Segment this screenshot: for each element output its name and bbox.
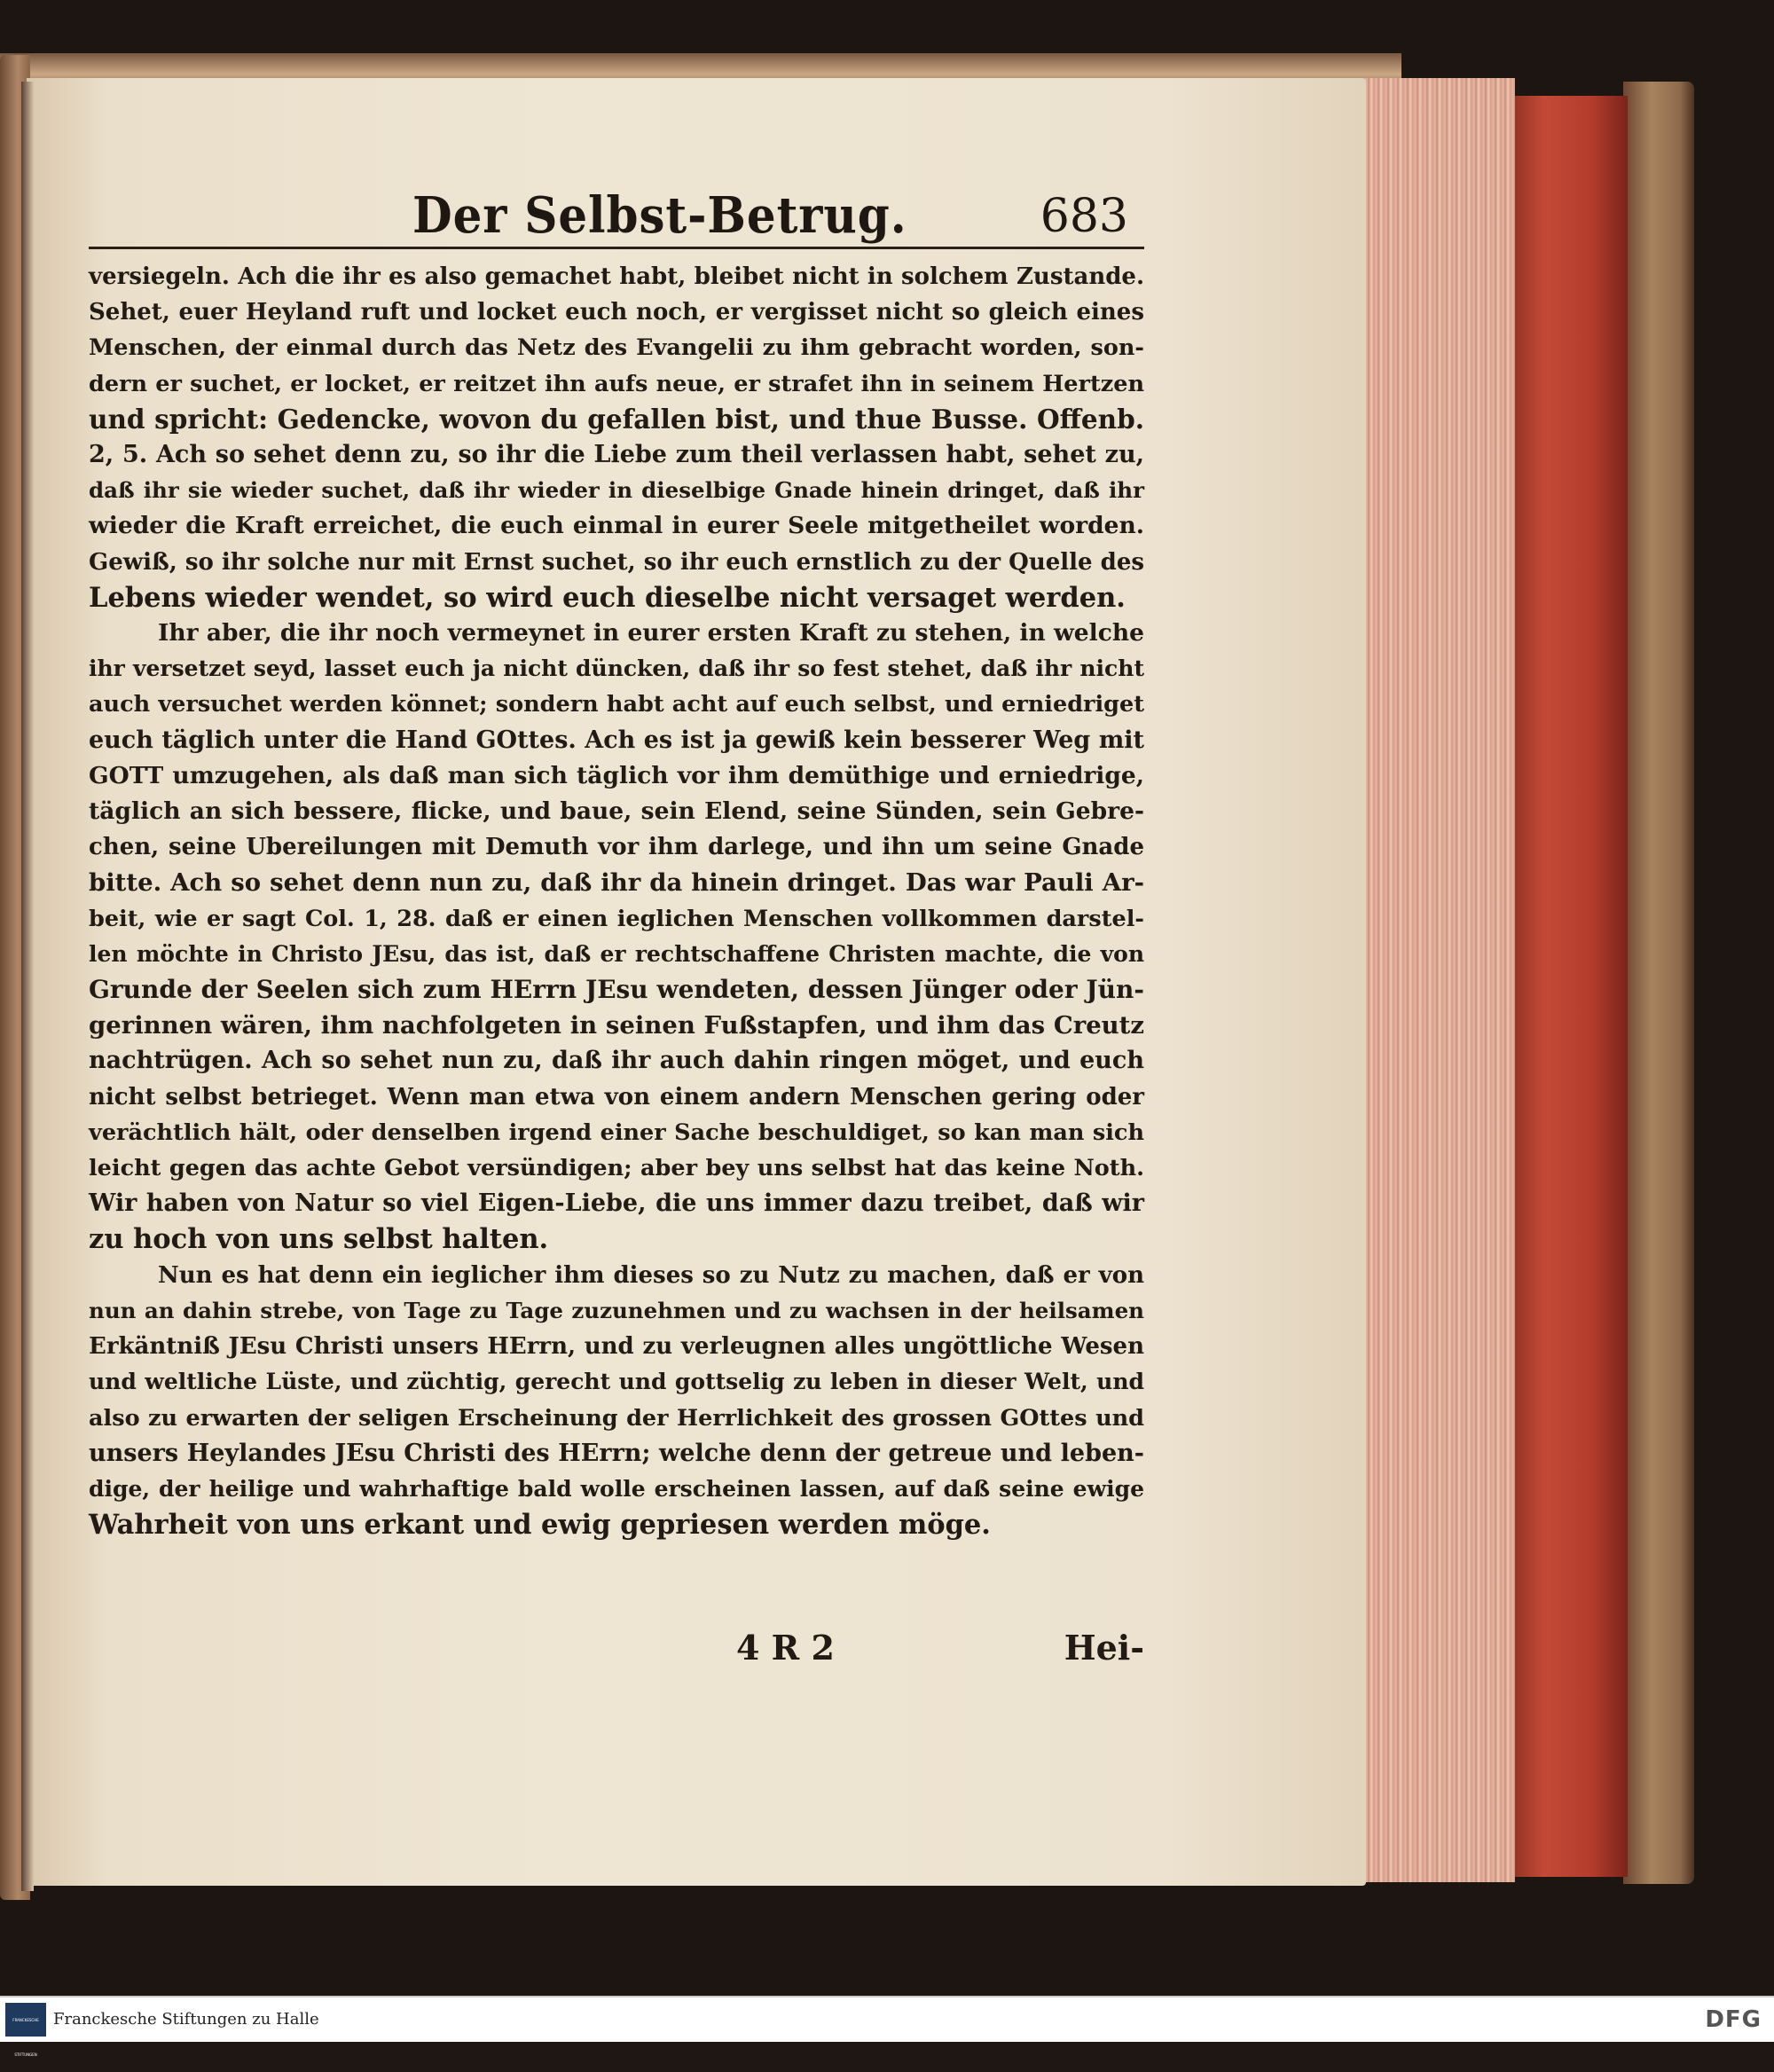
text-line: euch täglich unter die Hand GOttes. Ach es ist ja gewiß kein besserer Weg mit xyxy=(89,726,1144,754)
text-line: und weltliche Lüste, und züchtig, gerecht und gottselig zu leben in dieser Welt, und xyxy=(89,1369,1144,1395)
text-line: nun an dahin strebe, von Tage zu Tage zuzunehmen und zu wachsen in der heilsamen xyxy=(89,1297,1144,1323)
viewer-footer xyxy=(0,1996,1774,2057)
text-line: Ihr aber, die ihr noch vermeynet in eurer ersten Kraft zu stehen, in welche xyxy=(158,619,1144,648)
text-line: unsers Heylandes JEsu Christi des HErrn; welche denn der getreue und leben- xyxy=(89,1439,1144,1467)
text-line: und spricht: Gedencke, wovon du gefallen bist, und thue Busse. Offenb. xyxy=(89,403,1144,435)
text-line: wieder die Kraft erreichet, die euch einmal in eurer Seele mitgetheilet worden. xyxy=(89,512,1144,540)
text-line: len möchte in Christo JEsu, das ist, daß er rechtschaffene Christen machte, die von xyxy=(89,940,1144,967)
text-line: ihr versetzet seyd, lasset euch ja nicht düncken, daß ihr so fest stehet, daß ihr nicht xyxy=(89,655,1144,682)
text-line: 2, 5. Ach so sehet denn zu, so ihr die Liebe zum theil verlassen habt, sehet zu, xyxy=(89,441,1144,469)
text-line: GOTT umzugehen, als daß man sich täglich vor ihm demüthige und erniedrige, xyxy=(89,761,1144,789)
body-text xyxy=(89,259,1144,1542)
text-block xyxy=(89,186,1144,1542)
text-line: zu hoch von uns selbst halten. xyxy=(89,1223,549,1256)
text-line: dige, der heilige und wahrhaftige bald wolle erscheinen lassen, auf daß seine ewige xyxy=(89,1475,1144,1502)
text-line: Gewiß, so ihr solche nur mit Ernst suchet, so ihr euch ernstlich zu der Quelle des xyxy=(89,548,1144,576)
text-line: also zu erwarten der seligen Erscheinung der Herrlichkeit des grossen GOttes und xyxy=(89,1404,1144,1432)
institution-label[interactable]: Franckesche Stiftungen zu Halle xyxy=(53,2010,319,2029)
text-line: auch versuchet werden könnet; sondern habt acht auf euch selbst, und erniedriget xyxy=(89,691,1144,718)
text-line: nachtrügen. Ach so sehet nun zu, daß ihr auch dahin ringen möget, und euch xyxy=(89,1047,1144,1075)
head-rule xyxy=(89,247,1144,249)
spine-shadow xyxy=(21,82,34,1891)
text-line: dern er suchet, er locket, er reitzet ihn aufs neue, er strafet ihn in seinem Hertzen xyxy=(89,370,1144,397)
text-line: Wir haben von Natur so viel Eigen-Liebe, die uns immer dazu treibet, daß wir xyxy=(89,1189,1144,1218)
catchword: Hei- xyxy=(1064,1628,1144,1668)
signature-mark: 4 R 2 xyxy=(736,1628,835,1668)
text-line: Sehet, euer Heyland ruft und locket euch noch, er vergisset nicht so gleich eines xyxy=(89,299,1144,326)
text-line: täglich an sich bessere, flicke, und baue, sein Elend, seine Sünden, sein Gebre- xyxy=(89,797,1144,826)
text-line: Grunde der Seelen sich zum HErrn JEsu wendeten, dessen Jünger oder Jün- xyxy=(89,975,1144,1005)
book-back-cover xyxy=(1623,82,1694,1884)
text-line: bitte. Ach so sehet denn nun zu, daß ihr da hinein dringet. Das war Pauli Ar- xyxy=(89,868,1144,898)
page-foot xyxy=(89,1628,1144,1681)
text-line: daß ihr sie wieder suchet, daß ihr wieder in dieselbige Gnade hinein dringet, daß ihr xyxy=(89,477,1144,504)
text-line: Erkäntniß JEsu Christi unsers HErrn, und zu verleugnen alles ungöttliche Wesen xyxy=(89,1333,1144,1361)
running-head xyxy=(89,186,1144,248)
text-line: verächtlich hält, oder denselben irgend einer Sache beschuldiget, so kan man sich xyxy=(89,1118,1144,1146)
dfg-logo[interactable]: DFG xyxy=(1705,2006,1762,2033)
book-fore-edge xyxy=(1364,78,1515,1882)
text-line: Nun es hat denn ein ieglicher ihm dieses so zu Nutz zu machen, daß er von xyxy=(158,1261,1144,1289)
text-line: chen, seine Ubereilungen mit Demuth vor ihm darlege, und ihn um seine Gnade xyxy=(89,834,1144,861)
page-number: 683 xyxy=(1040,190,1128,243)
text-line: nicht selbst betrieget. Wenn man etwa von einem andern Menschen gering oder xyxy=(89,1083,1144,1111)
running-title: Der Selbst-Betrug. xyxy=(412,186,907,245)
text-line: Lebens wieder wendet, so wird euch dieselbe nicht versaget werden. xyxy=(89,581,1126,614)
text-line: leicht gegen das achte Gebot versündigen; aber bey uns selbst hat das keine Noth. xyxy=(89,1155,1144,1182)
text-line: Menschen, der einmal durch das Netz des Evangelii zu ihm gebracht worden, son- xyxy=(89,334,1144,362)
institution-logo-text: FRANCKESCHE STIFTUNGEN xyxy=(12,2018,39,2057)
book-red-edge xyxy=(1508,96,1628,1877)
text-line: gerinnen wären, ihm nachfolgeten in seinen Fußstapfen, und ihm das Creutz xyxy=(89,1011,1144,1040)
text-line: beit, wie er sagt Col. 1, 28. daß er einen ieglichen Menschen vollkommen darstel- xyxy=(89,905,1144,932)
institution-logo[interactable] xyxy=(5,2003,46,2057)
text-line: Wahrheit von uns erkant und ewig gepriesen werden möge. xyxy=(89,1509,991,1542)
text-line: versiegeln. Ach die ihr es also gemachet habt, bleibet nicht in solchem Zustande. xyxy=(89,263,1144,290)
